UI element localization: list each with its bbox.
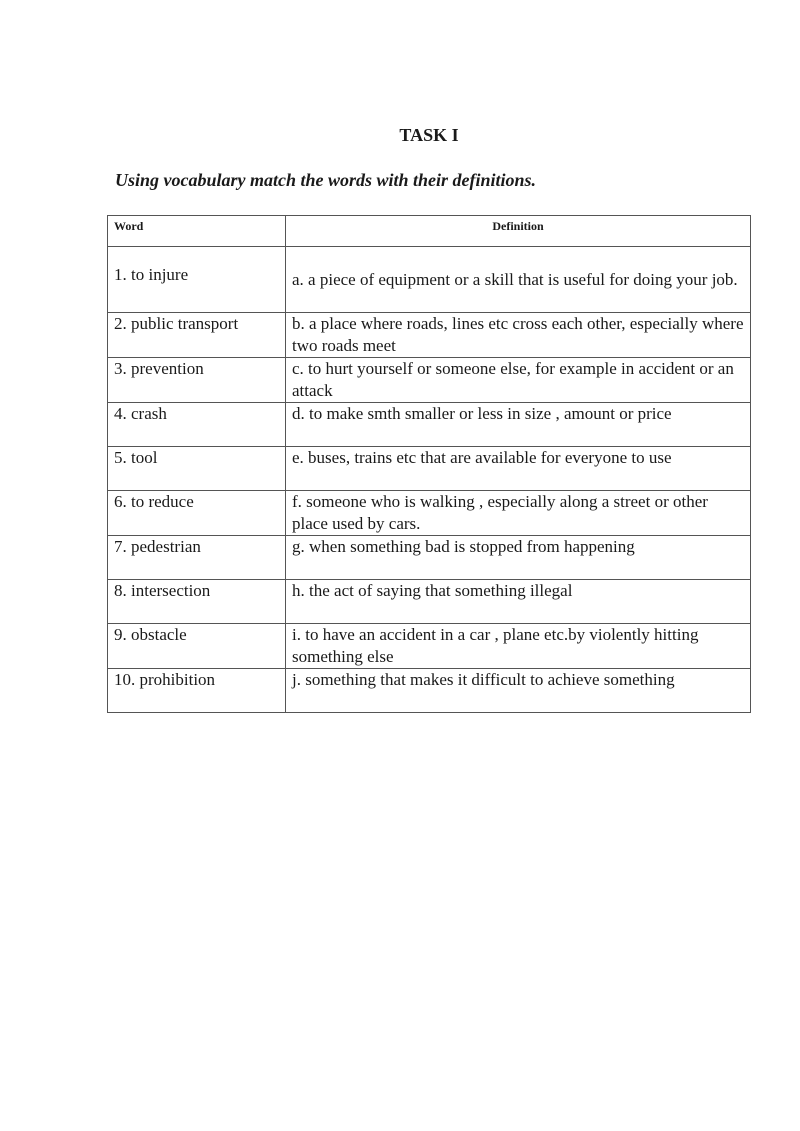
definition-cell: a. a piece of equipment or a skill that is useful for doing your job. [286,247,751,313]
table-row [108,580,751,624]
word-cell: 2. public transport [108,313,286,358]
table-row [108,313,751,358]
word-cell: 7. pedestrian [108,536,286,580]
word-cell: 9. obstacle [108,624,286,669]
definition-cell: j. something that makes it difficult to achieve something [286,669,751,713]
table-row [108,247,751,313]
definition-cell: f. someone who is walking , especially along a street or other place used by cars. [286,491,751,536]
definition-cell: g. when something bad is stopped from happening [286,536,751,580]
table-row [108,358,751,403]
instruction-text: Using vocabulary match the words with their definitions. [115,170,537,190]
definition-cell: e. buses, trains etc that are available for everyone to use [286,447,751,491]
table-row [108,491,751,536]
definition-cell: c. to hurt yourself or someone else, for example in accident or an attack [286,358,751,403]
definition-cell: b. a place where roads, lines etc cross each other, especially where two roads meet [286,313,751,358]
word-cell: 3. prevention [108,358,286,403]
word-cell: 8. intersection [108,580,286,624]
word-cell: 5. tool [108,447,286,491]
definition-cell: i. to have an accident in a car , plane etc.by violently hitting something else [286,624,751,669]
table-row [108,447,751,491]
table-row [108,403,751,447]
word-cell: 10. prohibition [108,669,286,713]
table-row [108,624,751,669]
word-cell: 4. crash [108,403,286,447]
word-cell: 6. to reduce [108,491,286,536]
word-cell: 1. to injure [108,247,286,313]
vocabulary-table [107,215,751,713]
page-title: TASK I [399,125,459,145]
definition-cell: d. to make smth smaller or less in size , amount or price [286,403,751,447]
table-row [108,669,751,713]
word-column-header: Word [108,216,286,247]
definition-cell: h. the act of saying that something illegal [286,580,751,624]
table-header-row [108,216,751,247]
definition-column-header: Definition [286,216,751,247]
table-row [108,536,751,580]
